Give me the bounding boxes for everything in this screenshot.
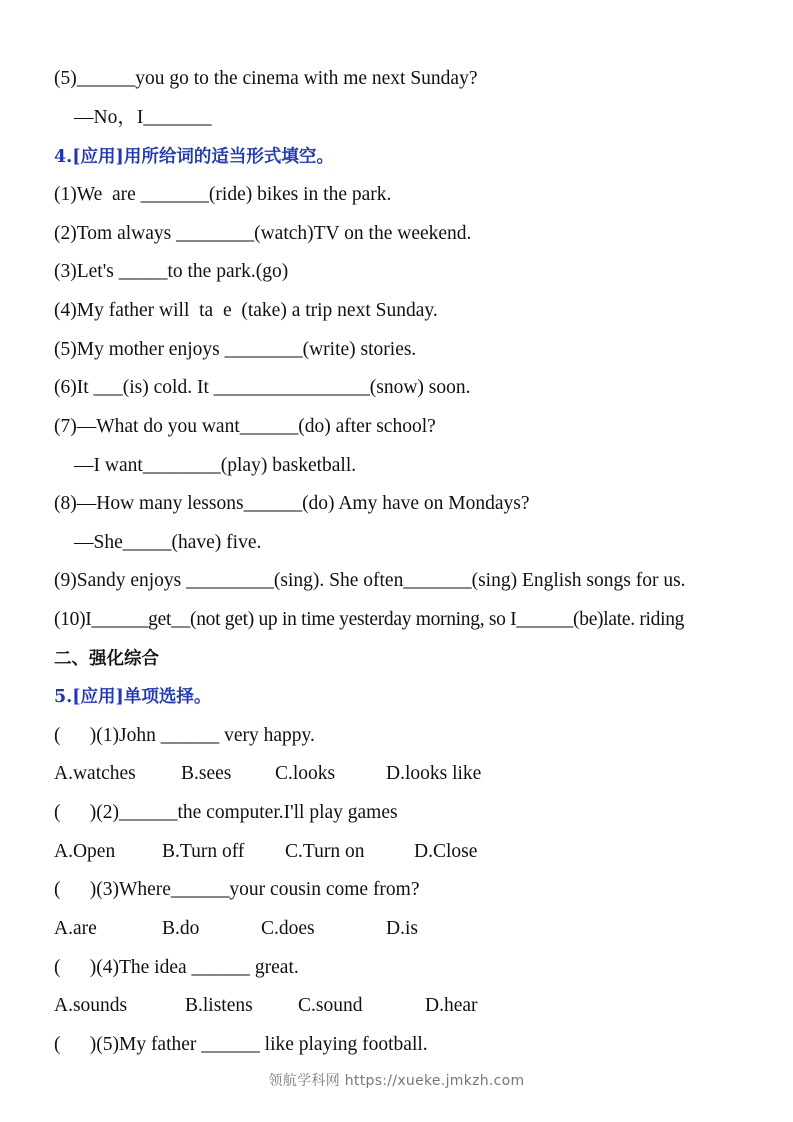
q4-item-8: (8)—How many lessons______(do) Amy have on Mondays? <box>54 493 530 514</box>
q4-item-7-answer: —I want________(play) basketball. <box>74 455 357 476</box>
q5-question-1: ( )(1)John ______ very happy. <box>54 725 315 746</box>
q5-question-2: ( )(2)______the computer.I'll play games <box>54 802 398 823</box>
q4-heading: 4.[应用]用所给词的适当形式填空。 <box>54 147 334 167</box>
option-c: C.does <box>261 918 315 939</box>
q5-heading: 5.[应用]单项选择。 <box>54 687 212 707</box>
option-a: A.sounds <box>54 995 128 1016</box>
option-b: B.do <box>162 918 200 939</box>
option-d: D.hear <box>425 995 478 1016</box>
q4-item-10: (10)I______get__(not get) up in time yesterday morning, so I______(be)late. riding <box>54 609 685 630</box>
option-b: B.Turn off <box>162 841 245 862</box>
option-a: A.Open <box>54 841 116 862</box>
option-b: B.sees <box>181 763 232 784</box>
q5-options-4 <box>0 994 793 1018</box>
q5-question-4: ( )(4)The idea ______ great. <box>54 957 299 978</box>
option-c: C.Turn on <box>285 841 365 862</box>
q4-item-1: (1)We are _______(ride) bikes in the park. <box>54 184 392 205</box>
q4-item-7: (7)—What do you want______(do) after school? <box>54 416 436 437</box>
option-a: A.are <box>54 918 97 939</box>
line-q3-5-answer: —No，I_______ <box>74 107 212 128</box>
section-2-title: 二、强化综合 <box>54 649 159 669</box>
option-c: C.sound <box>298 995 363 1016</box>
option-d: D.Close <box>414 841 478 862</box>
q4-item-3: (3)Let's _____to the park.(go) <box>54 261 289 282</box>
q5-options-1 <box>0 762 793 786</box>
q5-question-5: ( )(5)My father ______ like playing football. <box>54 1034 428 1055</box>
q4-item-8-answer: —She_____(have) five. <box>74 532 262 553</box>
q4-item-6: (6)It ___(is) cold. It ________________(snow) soon. <box>54 377 471 398</box>
q4-item-9: (9)Sandy enjoys _________(sing). She often_______(sing) English songs for us. <box>54 570 686 591</box>
q5-options-3 <box>0 917 793 941</box>
q4-item-2: (2)Tom always ________(watch)TV on the weekend. <box>54 223 472 244</box>
option-c: C.looks <box>275 763 336 784</box>
option-d: D.looks like <box>386 763 482 784</box>
option-b: B.listens <box>185 995 253 1016</box>
q4-item-5: (5)My mother enjoys ________(write) stories. <box>54 339 417 360</box>
option-a: A.watches <box>54 763 136 784</box>
footer-watermark: 领航学科网 https://xueke.jmkzh.com <box>268 1073 525 1089</box>
option-d: D.is <box>386 918 418 939</box>
q5-question-3: ( )(3)Where______your cousin come from? <box>54 879 420 900</box>
q5-options-2 <box>0 840 793 864</box>
line-q3-5: (5)______you go to the cinema with me next Sunday? <box>54 68 478 89</box>
q4-item-4: (4)My father will ta e (take) a trip next Sunday. <box>54 300 438 321</box>
